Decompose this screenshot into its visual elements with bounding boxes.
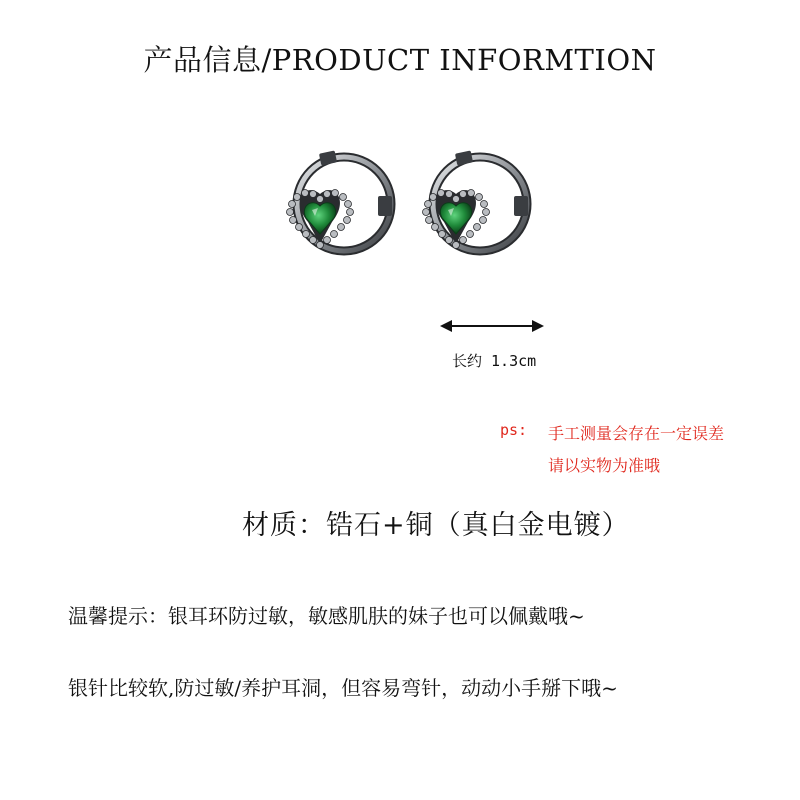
page-title: 产品信息/PRODUCT INFORMTION	[143, 43, 657, 77]
left-earring	[287, 150, 393, 251]
note-line-1: 手工测量会存在一定误差	[548, 424, 725, 443]
tip-line-1: 温馨提示：银耳环防过敏，敏感肌肤的妹子也可以佩戴哦~	[68, 604, 585, 628]
tip-line-2: 银针比较软,防过敏/养护耳洞，但容易弯针，动动小手掰下哦~	[68, 676, 618, 700]
right-earring	[423, 150, 529, 251]
hoop-earrings-heart-green-stone-icon	[268, 146, 532, 274]
material-text: 材质：锆石+铜（真白金电镀）	[242, 510, 630, 541]
length-label: 长约 1.3cm	[452, 352, 537, 370]
note-prefix: ps:	[500, 421, 528, 439]
double-arrow-icon	[440, 316, 544, 336]
note-line-2: 请以实物为准哦	[548, 456, 661, 475]
